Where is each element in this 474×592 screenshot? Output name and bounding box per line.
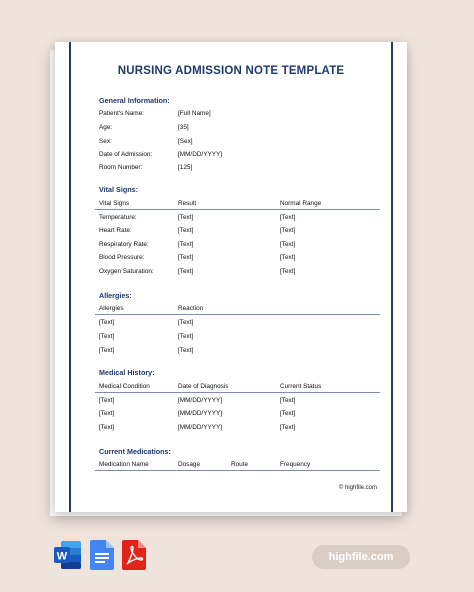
allergies-row-name: [Text] (99, 347, 115, 354)
svg-text:W: W (56, 550, 68, 563)
section-history-heading: Medical History: (99, 368, 155, 377)
vitals-header-range: Normal Range (280, 200, 322, 207)
allergies-row-name: [Text] (99, 333, 115, 340)
allergies-row-reaction: [Text] (178, 319, 194, 326)
medications-header-route: Route (231, 461, 249, 468)
history-header-condition: Medical Condition (99, 383, 150, 390)
section-allergies-heading: Allergies: (99, 291, 132, 300)
value-room-number: [125] (178, 164, 193, 171)
vitals-row-range: [Text] (280, 241, 296, 248)
vitals-row-result: [Text] (178, 268, 194, 275)
section-general-heading: General Information: (99, 96, 170, 105)
document-page (55, 42, 407, 512)
history-header-date: Date of Diagnosis (178, 383, 229, 390)
vitals-row-range: [Text] (280, 227, 296, 234)
left-border (69, 42, 71, 512)
vitals-row-label: Oxygen Saturation: (99, 268, 154, 275)
vitals-row-result: [Text] (178, 227, 194, 234)
history-row-condition: [Text] (99, 410, 115, 417)
allergies-row-reaction: [Text] (178, 333, 194, 340)
history-divider (95, 392, 380, 393)
vitals-row-result: [Text] (178, 254, 194, 261)
medications-divider (95, 470, 380, 471)
allergies-header-name: Allergies (99, 305, 124, 312)
vitals-row-range: [Text] (280, 254, 296, 261)
vitals-header-name: Vital Signs (99, 200, 130, 207)
google-docs-icon[interactable] (90, 540, 114, 570)
history-row-date: [MM/DD/YYYY] (178, 397, 223, 404)
vitals-row-label: Blood Pressure: (99, 254, 145, 261)
section-vitals-heading: Vital Signs: (99, 185, 139, 194)
label-age: Age: (99, 124, 113, 131)
vitals-row-label: Heart Rate: (99, 227, 132, 234)
label-admission-date: Date of Admission: (99, 151, 153, 158)
history-row-status: [Text] (280, 397, 296, 404)
copyright-footer: © highfile.com (338, 485, 377, 491)
section-medications-heading: Current Medications: (99, 447, 171, 456)
vitals-row-range: [Text] (280, 268, 296, 275)
medications-header-name: Medication Name (99, 461, 149, 468)
value-admission-date: [MM/DD/YYYY] (178, 151, 223, 158)
value-age: [35] (178, 124, 189, 131)
label-sex: Sex: (99, 138, 112, 145)
medications-header-dosage: Dosage (178, 461, 201, 468)
vitals-row-range: [Text] (280, 214, 296, 221)
allergies-row-name: [Text] (99, 319, 115, 326)
history-row-condition: [Text] (99, 424, 115, 431)
value-sex: [Sex] (178, 138, 193, 145)
history-row-date: [MM/DD/YYYY] (178, 410, 223, 417)
vitals-divider (95, 209, 380, 210)
vitals-row-result: [Text] (178, 214, 194, 221)
document-title: NURSING ADMISSION NOTE TEMPLATE (117, 65, 345, 77)
right-border (391, 42, 393, 512)
allergies-row-reaction: [Text] (178, 347, 194, 354)
label-room-number: Room Number: (99, 164, 143, 171)
brand-label: highfile.com (312, 545, 410, 569)
vitals-header-result: Result (178, 200, 197, 207)
label-patient-name: Patient's Name: (99, 110, 144, 117)
medications-header-frequency: Frequency (280, 461, 311, 468)
vitals-row-label: Temperature: (99, 214, 137, 221)
value-patient-name: [Full Name] (178, 110, 211, 117)
history-row-condition: [Text] (99, 397, 115, 404)
allergies-header-reaction: Reaction (178, 305, 204, 312)
pdf-icon[interactable] (122, 540, 146, 570)
history-row-status: [Text] (280, 424, 296, 431)
word-icon[interactable] (54, 540, 78, 570)
history-row-status: [Text] (280, 410, 296, 417)
history-row-date: [MM/DD/YYYY] (178, 424, 223, 431)
allergies-divider (95, 314, 380, 315)
history-header-status: Current Status (280, 383, 322, 390)
vitals-row-label: Respiratory Rate: (99, 241, 149, 248)
vitals-row-result: [Text] (178, 241, 194, 248)
